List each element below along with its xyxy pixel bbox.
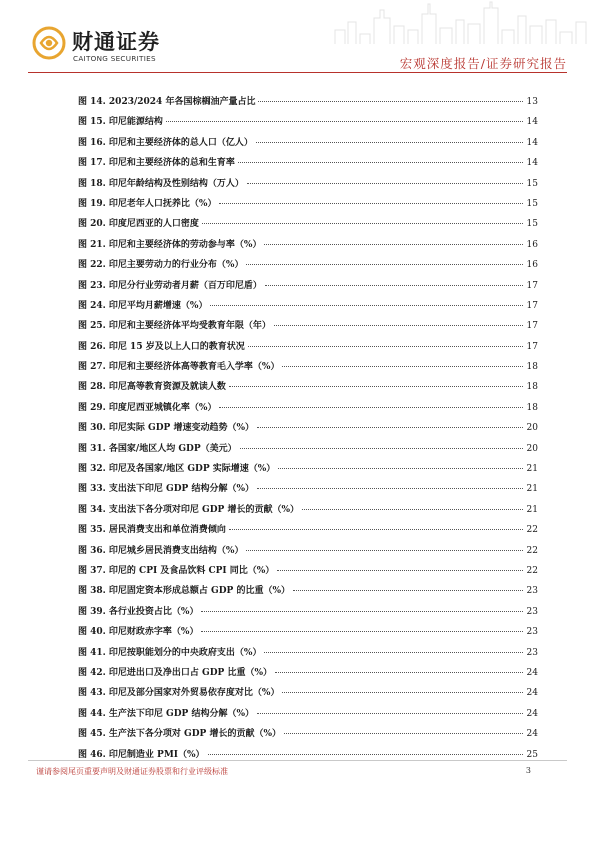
toc-entry-label: 图 38. 印尼固定资本形成总额占 GDP 的比重（%） [78, 586, 291, 597]
report-type-label: 宏观深度报告/证券研究报告 [399, 56, 567, 71]
toc-dot-leader [208, 754, 523, 755]
toc-entry-page: 17 [526, 300, 538, 311]
toc-entry-label: 图 35. 居民消费支出和单位消费倾向 [78, 525, 226, 536]
toc-entry[interactable] [78, 135, 538, 155]
footer-divider [28, 760, 567, 761]
toc-entry-page: 23 [526, 627, 538, 638]
toc-entry[interactable] [78, 196, 538, 216]
toc-dot-leader [282, 692, 523, 693]
toc-entry[interactable] [78, 278, 538, 298]
toc-entry-page: 23 [526, 647, 538, 658]
city-skyline-watermark [330, 0, 595, 44]
toc-entry-page: 15 [526, 178, 538, 189]
toc-dot-leader [247, 183, 523, 184]
toc-dot-leader [229, 529, 523, 530]
toc-entry-label: 图 16. 印尼和主要经济体的总人口（亿人） [78, 137, 253, 148]
toc-entry[interactable] [78, 502, 538, 522]
toc-entry-page: 20 [526, 443, 538, 454]
toc-entry-page: 17 [526, 341, 538, 352]
toc-dot-leader [219, 407, 523, 408]
toc-entry[interactable] [78, 726, 538, 746]
toc-dot-leader [256, 142, 523, 143]
toc-dot-leader [293, 590, 523, 591]
toc-dot-leader [274, 325, 523, 326]
toc-entry[interactable] [78, 298, 538, 318]
toc-entry-page: 14 [526, 117, 538, 128]
toc-entry-page: 22 [526, 545, 538, 556]
company-logo [32, 24, 172, 72]
toc-entry-page: 21 [526, 504, 538, 515]
toc-entry[interactable] [78, 216, 538, 236]
toc-entry-label: 图 42. 印尼进出口及净出口占 GDP 比重（%） [78, 667, 273, 678]
toc-entry-label: 图 46. 印尼制造业 PMI（%） [78, 749, 205, 760]
toc-entry-label: 图 21. 印尼和主要经济体的劳动参与率（%） [78, 239, 262, 250]
toc-entry-page: 15 [526, 198, 538, 209]
toc-entry-page: 24 [526, 729, 538, 740]
toc-entry[interactable] [78, 747, 538, 767]
toc-entry[interactable] [78, 624, 538, 644]
toc-entry[interactable] [78, 563, 538, 583]
toc-entry-label: 图 28. 印尼高等教育资源及就读人数 [78, 382, 226, 393]
toc-entry-page: 23 [526, 586, 538, 597]
toc-entry-label: 图 29. 印度尼西亚城镇化率（%） [78, 402, 217, 413]
toc-entry-label: 图 30. 印尼实际 GDP 增速变动趋势（%） [78, 423, 255, 434]
toc-dot-leader [248, 346, 523, 347]
toc-entry-page: 16 [526, 239, 538, 250]
toc-entry-label: 图 33. 支出法下印尼 GDP 结构分解（%） [78, 484, 255, 495]
toc-dot-leader [240, 448, 523, 449]
toc-entry-label: 图 39. 各行业投资占比（%） [78, 606, 199, 617]
toc-entry[interactable] [78, 522, 538, 542]
toc-entry[interactable] [78, 318, 538, 338]
toc-dot-leader [166, 121, 523, 122]
toc-entry-page: 14 [526, 137, 538, 148]
toc-entry[interactable] [78, 461, 538, 481]
toc-entry-label: 图 32. 印尼及各国家/地区 GDP 实际增速（%） [78, 464, 276, 475]
toc-entry-page: 16 [526, 260, 538, 271]
toc-dot-leader [246, 264, 523, 265]
toc-dot-leader [201, 631, 523, 632]
toc-entry[interactable] [78, 400, 538, 420]
footer-disclaimer: 谨请参阅尾页重要声明及财通证券股票和行业评级标准 [36, 767, 228, 776]
toc-entry-label: 图 18. 印尼年龄结构及性别结构（万人） [78, 178, 244, 189]
toc-entry-label: 图 41. 印尼按职能划分的中央政府支出（%） [78, 647, 262, 658]
toc-dot-leader [275, 672, 523, 673]
toc-entry-label: 图 45. 生产法下各分项对 GDP 增长的贡献（%） [78, 729, 282, 740]
toc-entry[interactable] [78, 155, 538, 175]
toc-entry-label: 图 26. 印尼 15 岁及以上人口的教育状况 [78, 341, 245, 352]
toc-dot-leader [302, 509, 523, 510]
toc-entry-page: 15 [526, 219, 538, 230]
toc-entry-label: 图 22. 印尼主要劳动力的行业分布（%） [78, 260, 244, 271]
caitong-logo-icon [32, 26, 66, 60]
toc-entry[interactable] [78, 583, 538, 603]
toc-dot-leader [264, 652, 523, 653]
toc-entry[interactable] [78, 257, 538, 277]
toc-entry-page: 21 [526, 484, 538, 495]
toc-entry-label: 图 27. 印尼和主要经济体高等教育毛入学率（%） [78, 362, 280, 373]
toc-entry-label: 图 37. 印尼的 CPI 及食品饮料 CPI 同比（%） [78, 565, 275, 576]
toc-entry[interactable] [78, 94, 538, 114]
toc-entry[interactable] [78, 237, 538, 257]
toc-entry-page: 23 [526, 606, 538, 617]
toc-entry[interactable] [78, 543, 538, 563]
toc-entry-page: 18 [526, 402, 538, 413]
toc-entry[interactable] [78, 706, 538, 726]
toc-entry-label: 图 31. 各国家/地区人均 GDP（美元） [78, 443, 237, 454]
toc-entry-label: 图 19. 印尼老年人口抚养比（%） [78, 198, 217, 209]
toc-entry-label: 图 24. 印尼平均月薪增速（%） [78, 300, 208, 311]
toc-entry-label: 图 14. 2023/2024 年各国棕榈油产量占比 [78, 97, 256, 107]
toc-entry-label: 图 34. 支出法下各分项对印尼 GDP 增长的贡献（%） [78, 504, 300, 515]
toc-dot-leader [246, 550, 523, 551]
toc-entry[interactable] [78, 359, 538, 379]
toc-dot-leader [277, 570, 523, 571]
toc-entry-page: 24 [526, 667, 538, 678]
toc-entry-label: 图 20. 印度尼西亚的人口密度 [78, 219, 199, 230]
page-number: 3 [525, 766, 531, 775]
toc-entry-label: 图 36. 印尼城乡居民消费支出结构（%） [78, 545, 244, 556]
toc-dot-leader [210, 305, 523, 306]
toc-dot-leader [201, 611, 523, 612]
toc-entry-page: 24 [526, 708, 538, 719]
toc-entry[interactable] [78, 685, 538, 705]
toc-entry[interactable] [78, 604, 538, 624]
toc-entry-label: 图 17. 印尼和主要经济体的总和生育率 [78, 158, 235, 169]
toc-entry[interactable] [78, 665, 538, 685]
toc-entry[interactable] [78, 420, 538, 440]
toc-dot-leader [219, 203, 523, 204]
toc-dot-leader [282, 366, 523, 367]
toc-entry-page: 21 [526, 464, 538, 475]
toc-entry-page: 22 [526, 525, 538, 536]
toc-entry-label: 图 25. 印尼和主要经济体平均受教育年限（年） [78, 321, 271, 332]
toc-entry-page: 18 [526, 362, 538, 373]
toc-dot-leader [284, 733, 523, 734]
toc-dot-leader [257, 427, 523, 428]
toc-entry-label: 图 40. 印尼财政赤字率（%） [78, 627, 199, 638]
toc-entry-page: 18 [526, 382, 538, 393]
toc-entry[interactable] [78, 176, 538, 196]
toc-entry[interactable] [78, 441, 538, 461]
toc-dot-leader [202, 223, 523, 224]
toc-dot-leader [257, 713, 523, 714]
figure-table-of-contents [78, 94, 538, 767]
toc-entry[interactable] [78, 339, 538, 359]
toc-entry-page: 22 [526, 565, 538, 576]
toc-entry-page: 20 [526, 423, 538, 434]
header-divider [28, 72, 567, 73]
logo-english-name: CAITONG SECURITIES [73, 54, 156, 63]
toc-entry[interactable] [78, 481, 538, 501]
toc-dot-leader [265, 285, 523, 286]
toc-entry-page: 24 [526, 688, 538, 699]
toc-dot-leader [238, 162, 523, 163]
logo-chinese-name: 财通证券 [72, 30, 160, 54]
toc-entry-page: 25 [526, 749, 538, 760]
toc-entry-page: 13 [526, 97, 538, 107]
toc-entry-label: 图 15. 印尼能源结构 [78, 117, 163, 128]
toc-entry-page: 14 [526, 158, 538, 169]
toc-entry-page: 17 [526, 321, 538, 332]
toc-entry-label: 图 44. 生产法下印尼 GDP 结构分解（%） [78, 708, 255, 719]
toc-entry-page: 17 [526, 280, 538, 291]
toc-entry[interactable] [78, 379, 538, 399]
toc-dot-leader [258, 101, 523, 102]
toc-entry[interactable] [78, 114, 538, 134]
toc-dot-leader [264, 244, 523, 245]
toc-dot-leader [278, 468, 523, 469]
toc-entry[interactable] [78, 645, 538, 665]
toc-dot-leader [257, 488, 523, 489]
toc-entry-label: 图 23. 印尼分行业劳动者月薪（百万印尼盾） [78, 280, 262, 291]
toc-entry-label: 图 43. 印尼及部分国家对外贸易依存度对比（%） [78, 688, 280, 699]
toc-dot-leader [229, 386, 523, 387]
